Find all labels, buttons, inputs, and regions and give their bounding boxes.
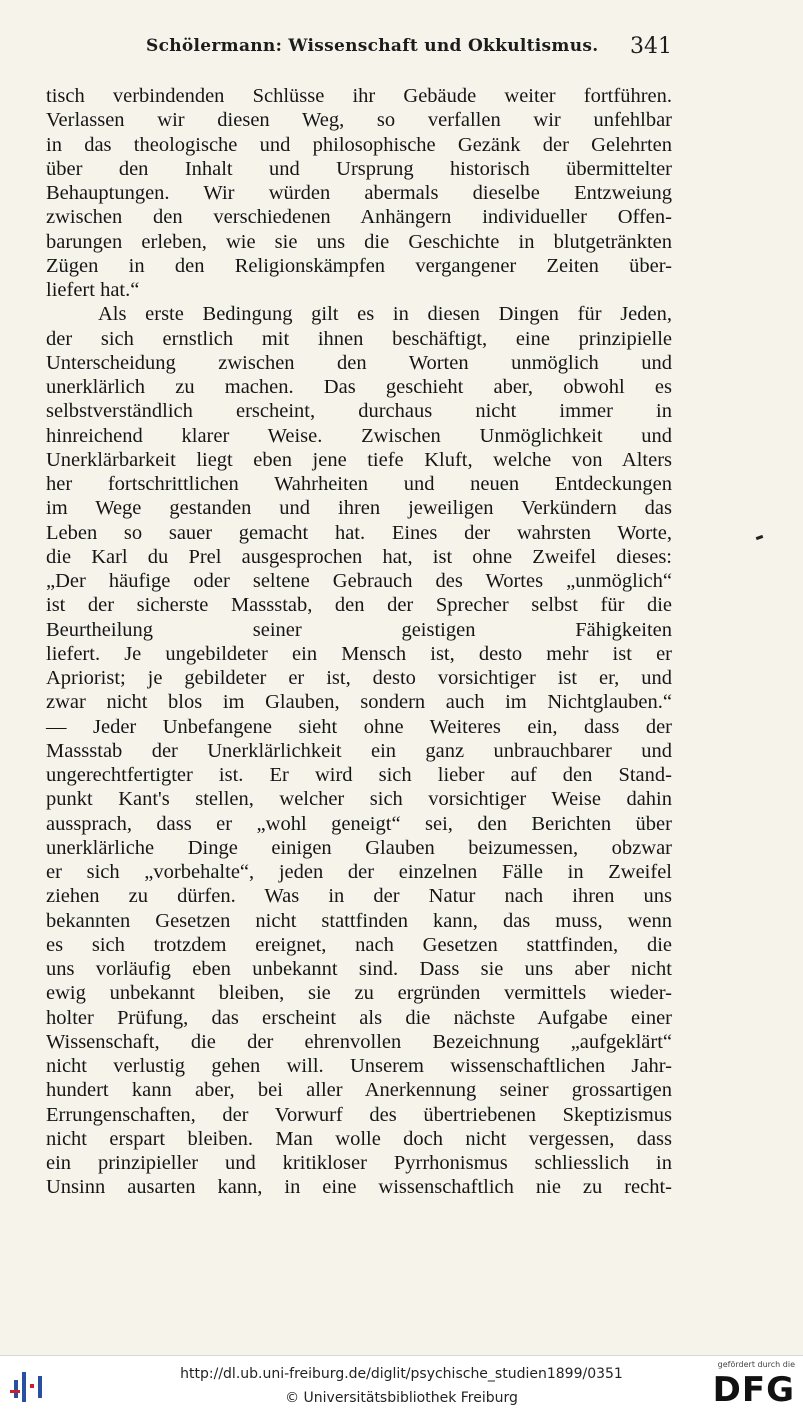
- text-line: über den Inhalt und Ursprung historisch übermittelter: [46, 157, 672, 180]
- text-line: ungerechtfertigter ist. Er wird sich lieber auf den Stand-: [46, 764, 672, 786]
- text-line: Beurtheilung seiner geistigen Fähigkeiten: [46, 618, 672, 641]
- dfg-logo: DFG: [712, 1370, 795, 1410]
- text-line: liefert. Je ungebildeter ein Mensch ist, desto mehr ist er: [46, 642, 672, 665]
- text-line: ist der sicherste Massstab, den der Sprecher selbst für die: [46, 594, 672, 617]
- text-line: es sich trotzdem ereignet, nach Gesetzen stattfinden, die: [46, 933, 672, 956]
- text-line: Unerklärbarkeit liegt eben jene tiefe Kluft, welche von Alters: [46, 448, 672, 471]
- footer-bar: [0, 1355, 803, 1414]
- text-line: Unsinn ausarten kann, in eine wissenschaftlich nie zu recht-: [46, 1176, 672, 1199]
- text-line: im Wege gestanden und ihren jeweiligen Verkündern das: [46, 497, 672, 520]
- text-line: ein prinzipieller und kritikloser Pyrrhonismus schliesslich in: [46, 1152, 672, 1174]
- text-line: in das theologische und philosophische Gezänk der Gelehrten: [46, 133, 672, 156]
- text-line: unerklärlich zu machen. Das geschieht aber, obwohl es: [46, 376, 672, 398]
- source-url[interactable]: http://dl.ub.uni-freiburg.de/diglit/psychische_studien1899/0351: [180, 1366, 623, 1382]
- text-line: Wissenschaft, die der ehrenvollen Bezeichnung „aufgeklärt“: [46, 1030, 672, 1053]
- text-line: nicht verlustig gehen will. Unserem wissenschaftlichen Jahr-: [46, 1055, 672, 1077]
- text-line: ewig unbekannt bleiben, sie zu ergründen vermittels wieder-: [46, 982, 672, 1005]
- running-title: Schölermann: Wissenschaft und Okkultismus.: [146, 36, 599, 56]
- text-line: tisch verbindenden Schlüsse ihr Gebäude weiter fortführen.: [46, 85, 672, 107]
- text-line: Als erste Bedingung gilt es in diesen Dingen für Jeden,: [98, 303, 672, 326]
- text-line: Errungenschaften, der Vorwurf des übertriebenen Skeptizismus: [46, 1103, 672, 1126]
- text-line: aussprach, dass er „wohl geneigt“ sei, den Berichten über: [46, 812, 672, 835]
- text-line: Zügen in den Religionskämpfen vergangener Zeiten über-: [46, 254, 672, 277]
- text-line: unerklärliche Dinge einigen Glauben beizumessen, obzwar: [46, 836, 672, 859]
- text-line: er sich „vorbehalte“, jeden der einzelnen Fälle in Zweifel: [46, 861, 672, 883]
- text-line: zwischen den verschiedenen Anhängern individueller Offen-: [46, 206, 672, 229]
- text-line: holter Prüfung, das erscheint als die nächste Aufgabe einer: [46, 1006, 672, 1029]
- text-line: „Der häufige oder seltene Gebrauch des Wortes „unmöglich“: [46, 570, 672, 592]
- text-line: zwar nicht blos im Glauben, sondern auch im Nichtglauben.“: [46, 691, 672, 714]
- text-line: selbstverständlich erscheint, durchaus nicht immer in: [46, 400, 672, 423]
- text-line: Unterscheidung zwischen den Worten unmöglich und: [46, 351, 672, 374]
- text-line: Massstab der Unerklärlichkeit ein ganz unbrauchbarer und: [46, 739, 672, 762]
- text-line: der sich ernstlich mit ihnen beschäftigt, eine prinzipielle: [46, 327, 672, 350]
- dfg-logo-block: [705, 1360, 795, 1410]
- text-line: Verlassen wir diesen Weg, so verfallen wir unfehlbar: [46, 109, 672, 132]
- text-line: — Jeder Unbefangene sieht ohne Weiteres ein, dass der: [46, 715, 672, 738]
- dfg-tagline: gefördert durch die: [717, 1360, 795, 1369]
- text-line: bekannten Gesetzen nicht stattfinden kann, das muss, wenn: [46, 909, 672, 932]
- text-line: Behauptungen. Wir würden abermals dieselbe Entzweiung: [46, 182, 672, 204]
- margin-mark: [756, 535, 764, 540]
- text-line: Leben so sauer gemacht hat. Eines der wahrsten Worte,: [46, 521, 672, 544]
- text-line: hinreichend klarer Weise. Zwischen Unmöglichkeit und: [46, 424, 672, 447]
- text-line: die Karl du Prel ausgesprochen hat, ist ohne Zweifel dieses:: [46, 545, 672, 568]
- body-text: [46, 84, 672, 1200]
- text-line: punkt Kant's stellen, welcher sich vorsichtiger Weise dahin: [46, 788, 672, 811]
- text-line: liefert hat.“: [46, 279, 140, 301]
- text-line: Apriorist; je gebildeter er ist, desto vorsichtiger ist er, und: [46, 667, 672, 689]
- text-line: nicht erspart bleiben. Man wolle doch nicht vergessen, dass: [46, 1127, 672, 1150]
- text-line: hundert kann aber, bei aller Anerkennung seiner grossartigen: [46, 1079, 672, 1102]
- text-line: uns vorläufig eben unbekannt sind. Dass sie uns aber nicht: [46, 958, 672, 980]
- copyright-notice: © Universitätsbibliothek Freiburg: [285, 1390, 518, 1406]
- text-line: barungen erleben, wie sie uns die Geschichte in blutgetränkten: [46, 230, 672, 253]
- page-header: [46, 34, 672, 64]
- text-line: ziehen zu dürfen. Was in der Natur nach ihren uns: [46, 885, 672, 908]
- text-line: her fortschrittlichen Wahrheiten und neuen Entdeckungen: [46, 473, 672, 495]
- page-number: 341: [630, 34, 672, 59]
